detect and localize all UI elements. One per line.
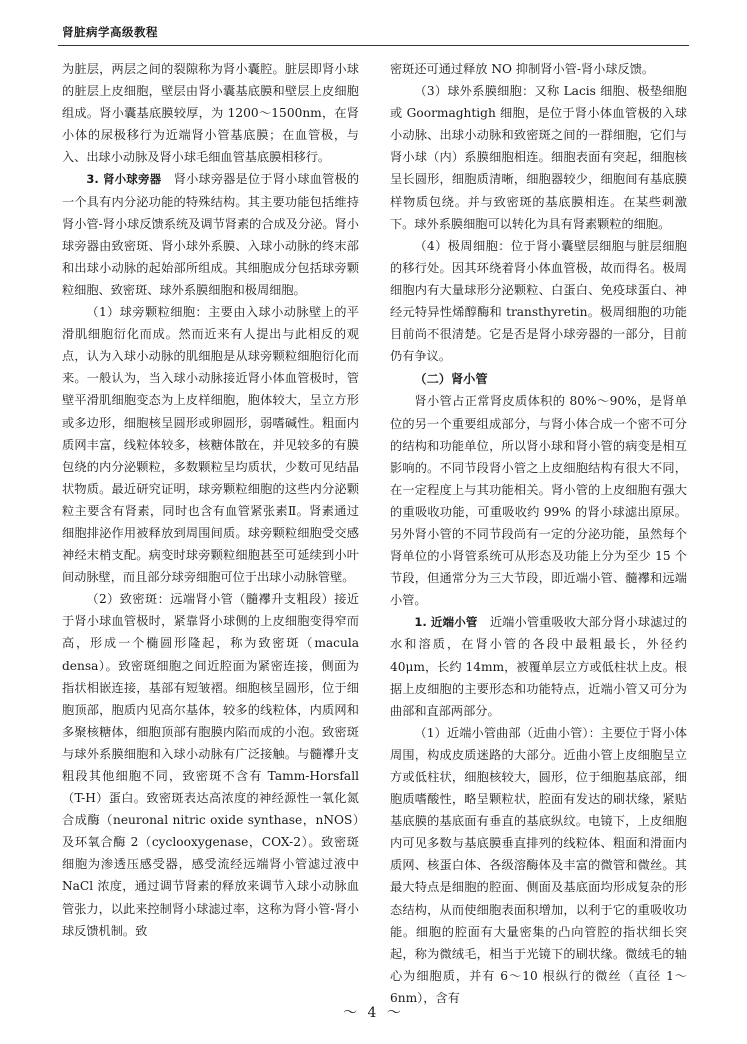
right-paragraph-2: （3）球外系膜细胞：又称 Lacis 细胞、极垫细胞或 Goormaghtigh 细胞，是位于肾小体血管极的入球小动脉、出球小动脉和致密斑之间的一群细胞，它们与肾小球（内）系膜细胞相连。细胞表面有突起，细胞核呈长圆形，细胞质清晰，细胞器较少，细胞间有基底膜样物质包绕。并与致密斑的基底膜相连。在某些刺激下。球外系膜细胞可以转化为具有肾素颗粒的细胞。 [390,84,687,231]
right-paragraph-4: 肾小管占正常肾皮质体积的 80%～90%，是肾单位的另一个重要组成部分，与肾小体合成一个密不可分的结构和功能单位，所以肾小球和肾小管的病变是相互影响的。不同节段肾小管之上皮细胞结构有很大不同，在一定程度上与其功能相关。肾小管的上皮细胞有强大的重吸收功能，可重吸收约 99% 的肾小球滤出原尿。另外肾小管的不同节段尚有一定的分泌功能，虽然每个肾单位的小肾管系统可从形态及功能上分为至少 15 个节段，但通常分为三大节段，即近端小管、髓襻和远端小管。 [390,394,687,608]
right-paragraph-5-text: 近端小管重吸收大部分肾小球滤过的水和溶质，在肾小管的各段中最粗最长，外径约 40μm，长约 14mm，被覆单层立方或低柱状上皮。根据上皮细胞的主要形态和功能特点，近端小管又可分为曲部和直部两部分。 [390,615,688,718]
subsection-heading-proximal-tubule: 1. 近端小管 [414,615,478,630]
right-paragraph-1: 密斑还可通过释放 NO 抑制肾小管-肾小球反馈。 [390,62,655,76]
right-paragraph-6: （1）近端小管曲部（近曲小管）：主要位于肾小体周围，构成皮质迷路的大部分。近曲小管上皮细胞呈立方或低柱状，细胞核较大，圆形，位于细胞基底部，细胞质嗜酸性，略呈颗粒状，腔面有发达的刷状缘，紧贴基底膜的基底面有垂直的基底纵纹。电镜下，上皮细胞内可见多数与基底膜垂直排列的线粒体、粗面和滑面内质网、核蛋白体、各级溶酶体及丰富的微管和微丝。其最大特点是细胞的腔面、侧面及基底面均形成复杂的形态结构，从而使细胞表面积增加，以利于它的重吸收功能。细胞的腔面有大量密集的凸向管腔的指状细长突起，称为微绒毛，相当于光镜下的刷状缘。微绒毛的轴心为细胞质，并有 6～10 根纵行的微丝（直径 1～6nm），含有 [390,725,687,1005]
left-paragraph-1: 为脏层，两层之间的裂隙称为肾小囊腔。脏层即肾小球的脏层上皮细胞，壁层由肾小囊基底膜和壁层上皮细胞组成。肾小囊基底膜较厚，为 1200～1500nm，在肾小体的尿极移行为近端肾小管基底膜；在血管极，与入、出球小动脉及肾小球毛细血管基底膜相移行。 [62,62,359,165]
right-paragraph-5 [390,611,687,721]
left-paragraph-2-text: 肾小球旁器是位于肾小球血管极的一个具有内分泌功能的特殊结构。其主要功能包括维持肾小管-肾小球反馈系统及调节肾素的合成及分泌。肾小球旁器由致密斑、肾小球外系膜、入球小动脉的终末部和出球小动脉的起始部所组成。其细胞成分包括球旁颗粒细胞、致密斑、球外系膜细胞和极周细胞。 [62,172,360,297]
header-rule [58,45,689,46]
left-paragraph-3: （1）球旁颗粒细胞：主要由入球小动脉壁上的平滑肌细胞衍化而成。然而近来有人提出与此相反的观点，认为入球小动脉的肌细胞是从球旁颗粒细胞衍化而来。一般认为，当入球小动脉接近肾小体血管极时，管壁平滑肌细胞变态为上皮样细胞，胞体较大，呈立方形或多边形，细胞核呈圆形或卵圆形，弱嗜碱性。粗面内质网丰富，线粒体较多，核糖体散在，并见较多的有膜包绕的内分泌颗粒，多数颗粒呈均质状，少数可见结晶状物质。最近研究证明，球旁颗粒细胞的这些内分泌颗粒主要含有肾素，同时也含有血管紧张素Ⅱ。肾素通过细胞排泌作用被释放到周围间质。球旁颗粒细胞受交感神经末梢支配。病变时球旁颗粒细胞甚至可延续到小叶间动脉壁，而且部分球旁细胞可位于出球小动脉管壁。 [62,305,359,585]
running-title: 肾脏病学高级教程 [62,25,158,39]
section-heading-renal-tubule: （二）肾小管 [414,372,488,387]
left-paragraph-2 [62,168,359,301]
left-column [62,58,359,942]
subsection-heading-juxtaglomerular: 3. 肾小球旁器 [86,172,162,187]
page-number: ～ 4 ～ [343,1005,404,1021]
left-paragraph-4: （2）致密斑：远端肾小管（髓襻升支粗段）接近于肾小球血管极时，紧靠肾小球侧的上皮细胞变得窄而高，形成一个椭圆形隆起，称为致密斑（macula densa）。致密斑细胞之间近腔面为紧密连接，侧面为指状相嵌连接，基部有短皱褶。细胞核呈圆形，位于细胞顶部，胞质内见高尔基体，较多的线粒体，内质网和多聚核糖体，细胞顶部有胞膜内陷而成的小泡。致密斑与球外系膜细胞和入球小动脉有广泛接触。与髓襻升支粗段其他细胞不同，致密斑不含有 Tamm-Horsfall（T-H）蛋白。致密斑表达高浓度的神经源性一氧化氮合成酶（neuronal nitric oxide synthase，nNOS）及环氧合酶 2（cyclooxygenase，COX-2）。致密斑细胞为渗透压感受器，感受流经远端肾小管滤过液中 NaCl 浓度，通过调节肾素的释放来调节入球小动脉血管张力，以此来控制肾小球滤过率，这称为肾小管-肾小球反馈机制。致 [62,592,359,938]
right-paragraph-3: （4）极周细胞：位于肾小囊壁层细胞与脏层细胞的移行处。因其环绕着肾小体血管极，故而得名。极周细胞内有大量球形分泌颗粒、白蛋白、免疫球蛋白、神经元特异性烯醇酶和 transthyretin。极周细胞的功能目前尚不很清楚。它是否是肾小球旁器的一部分，目前仍有争议。 [390,238,687,364]
right-column [390,58,687,1009]
